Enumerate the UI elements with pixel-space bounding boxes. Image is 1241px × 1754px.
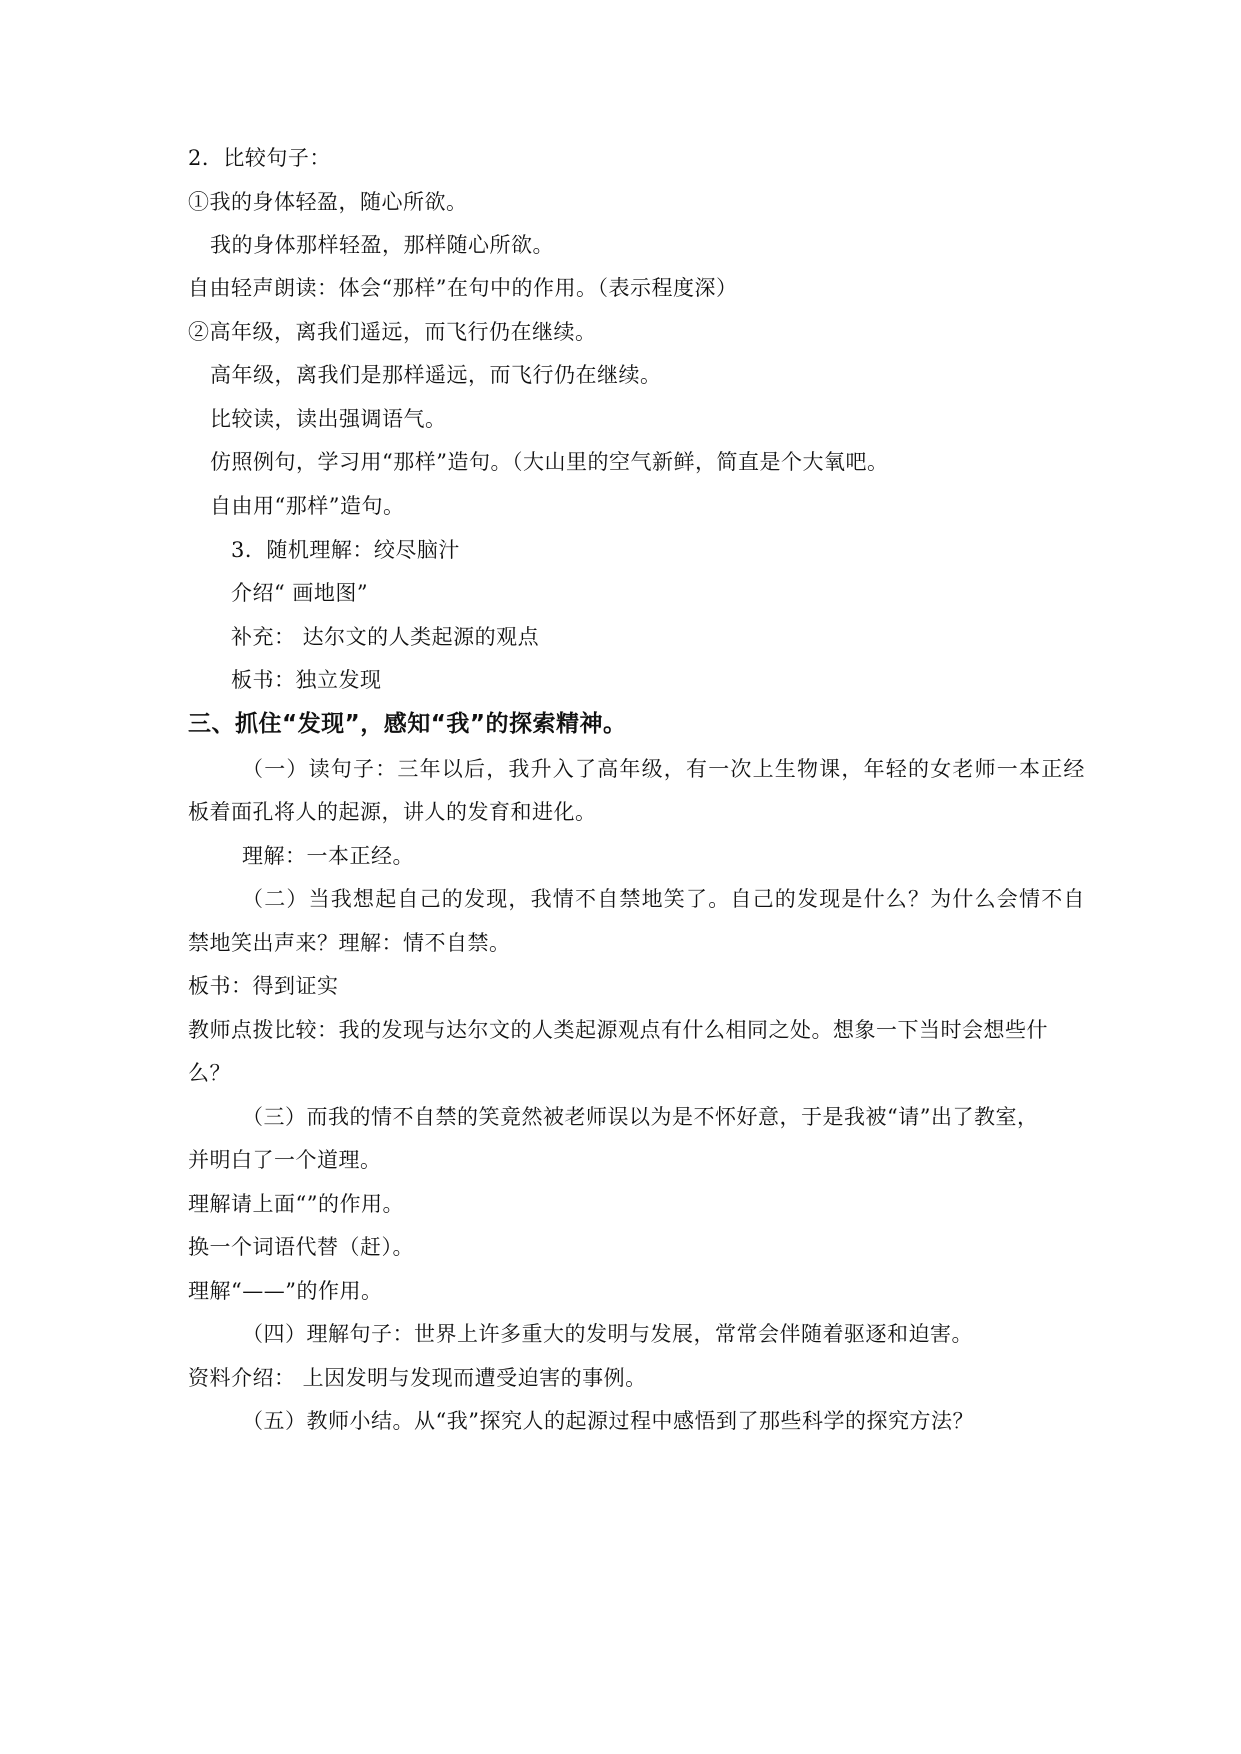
part-5-teacher-summary: （五）教师小结。从“我”探究人的起源过程中感悟到了那些科学的探究方法？ xyxy=(242,1409,974,1433)
part-4-understand-sentence: （四）理解句子：世界上许多重大的发明与发展，常常会伴随着驱逐和迫害。 xyxy=(242,1322,973,1346)
understand-quotes: 理解请上面“”的作用。 xyxy=(188,1192,404,1216)
understand-dash: 理解“——”的作用。 xyxy=(188,1279,383,1303)
compare-reading-note: 比较读，读出强调语气。 xyxy=(210,407,447,431)
item-3-random-understanding: 3．随机理解：绞尽脑汁 xyxy=(231,538,460,562)
free-sentence-making: 自由用“那样”造句。 xyxy=(210,494,405,518)
section-3-heading: 三、抓住“发现”，感知“我”的探索精神。 xyxy=(188,711,627,737)
sentence-2-original: ②高年级，离我们遥远，而飞行仍在继续。 xyxy=(188,320,597,344)
free-reading-note: 自由轻声朗读：体会“那样”在句中的作用。（表示程度深） xyxy=(188,276,738,300)
material-introduction: 资料介绍： 上因发明与发现而遭受迫害的事例。 xyxy=(188,1366,647,1390)
board-note-confirmed: 板书：得到证实 xyxy=(188,974,339,998)
part-1-read-sentence-cont: 板着面孔将人的起源，讲人的发育和进化。 xyxy=(188,800,597,824)
sentence-1-original: ①我的身体轻盈，随心所欲。 xyxy=(188,190,468,214)
part-2-discovery: （二）当我想起自己的发现，我情不自禁地笑了。自己的发现是什么？为什么会情不自 xyxy=(242,887,1086,911)
item-2-compare-sentences: 2．比较句子： xyxy=(188,146,331,170)
part-2-discovery-cont: 禁地笑出声来？理解：情不自禁。 xyxy=(188,931,511,955)
part-3-misunderstood-cont: 并明白了一个道理。 xyxy=(188,1148,382,1172)
part-3-misunderstood: （三）而我的情不自禁的笑竟然被老师误以为是不怀好意，于是我被“请”出了教室， xyxy=(242,1105,1039,1129)
sentence-1-revised: 我的身体那样轻盈，那样随心所欲。 xyxy=(210,233,554,257)
introduce-map-drawing: 介绍“ 画地图” xyxy=(231,581,369,605)
supplement-darwin: 补充： 达尔文的人类起源的观点 xyxy=(231,625,540,649)
board-note-independent-discovery: 板书：独立发现 xyxy=(231,668,382,692)
understand-serious: 理解：一本正经。 xyxy=(242,844,414,868)
imitate-example-note: 仿照例句，学习用“那样”造句。（大山里的空气新鲜，简直是个大氧吧。 xyxy=(210,450,889,474)
teacher-guidance: 教师点拨比较：我的发现与达尔文的人类起源观点有什么相同之处。想象一下当时会想些什 xyxy=(188,1018,1048,1042)
teacher-guidance-cont: 么？ xyxy=(188,1061,231,1085)
part-1-read-sentence: （一）读句子：三年以后，我升入了高年级，有一次上生物课，年轻的女老师一本正经 xyxy=(242,757,1086,781)
sentence-2-revised: 高年级，离我们是那样遥远，而飞行仍在继续。 xyxy=(210,363,662,387)
replace-word: 换一个词语代替（赶）。 xyxy=(188,1235,414,1259)
